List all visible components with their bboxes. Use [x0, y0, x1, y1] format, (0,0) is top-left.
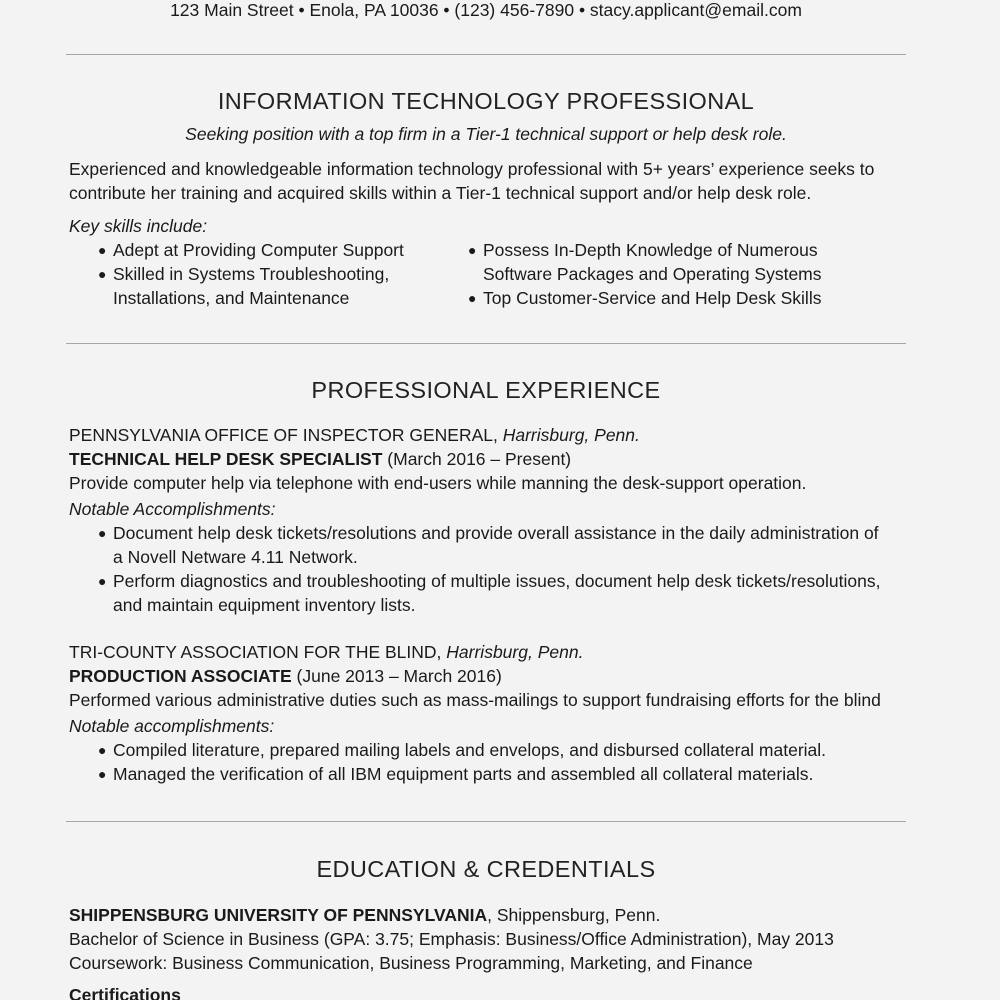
bullet-icon: ●	[98, 742, 107, 758]
divider-2	[66, 343, 906, 344]
job-1-employer-line	[69, 423, 640, 447]
job-1-bullet: Document help desk tickets/resolutions and provide overall assistance in the daily administration of	[113, 523, 879, 543]
school-name: SHIPPENSBURG UNIVERSITY OF PENNSYLVANIA	[69, 905, 488, 925]
bullet-icon: ●	[98, 242, 107, 258]
job-1-title: TECHNICAL HELP DESK SPECIALIST	[69, 449, 383, 469]
job-1-bullet-continued: a Novell Netware 4.11 Network.	[113, 547, 358, 567]
school-line	[69, 903, 660, 927]
skill-item: Possess In-Depth Knowledge of Numerous	[483, 240, 818, 260]
job-1-accomplishments-label: Notable Accomplishments:	[69, 499, 276, 519]
job-2-title: PRODUCTION ASSOCIATE	[69, 666, 292, 686]
summary-tagline: Seeking position with a top firm in a Tier-1 technical support or help desk role.	[185, 124, 787, 144]
job-2-title-line	[69, 664, 502, 688]
experience-heading: PROFESSIONAL EXPERIENCE	[311, 377, 661, 403]
job-1-title-line	[69, 447, 571, 471]
job-2-dates: (June 2013 – March 2016)	[296, 666, 502, 686]
divider-1	[66, 54, 906, 55]
school-location: , Shippensburg, Penn.	[487, 905, 661, 925]
contact-line: 123 Main Street • Enola, PA 10036 • (123) 456-7890 • stacy.applicant@email.com	[170, 0, 802, 20]
job-2-description: Performed various administrative duties such as mass-mailings to support fundraising efforts for the blind	[69, 690, 881, 710]
skills-label: Key skills include:	[69, 216, 208, 236]
job-2-accomplishments-label: Notable accomplishments:	[69, 716, 275, 736]
job-1-bullet-continued: and maintain equipment inventory lists.	[113, 595, 416, 615]
job-1-location: Harrisburg, Penn.	[502, 425, 640, 445]
skill-item: Skilled in Systems Troubleshooting,	[113, 264, 390, 284]
divider-3	[66, 821, 906, 822]
job-2-bullet: Managed the verification of all IBM equipment parts and assembled all collateral materials.	[113, 764, 814, 784]
summary-heading: INFORMATION TECHNOLOGY PROFESSIONAL	[217, 88, 755, 114]
job-1-employer: PENNSYLVANIA OFFICE OF INSPECTOR GENERAL,	[69, 425, 498, 445]
skill-item-continued: Installations, and Maintenance	[113, 288, 350, 308]
bullet-icon: ●	[98, 266, 107, 282]
degree-line: Bachelor of Science in Business (GPA: 3.75; Emphasis: Business/Office Administration), May 2013	[69, 929, 834, 949]
job-2-bullet: Compiled literature, prepared mailing labels and envelops, and disbursed collateral material.	[113, 740, 827, 760]
bullet-icon: ●	[98, 573, 107, 589]
job-1-bullet: Perform diagnostics and troubleshooting of multiple issues, document help desk tickets/resolutions,	[113, 571, 881, 591]
bullet-icon: ●	[98, 525, 107, 541]
bullet-icon: ●	[468, 290, 477, 306]
skill-item: Adept at Providing Computer Support	[113, 240, 404, 260]
summary-paragraph-line-2: contribute her training and acquired skills within a Tier-1 technical support and/or help desk role.	[69, 183, 812, 203]
job-2-location: Harrisburg, Penn.	[446, 642, 584, 662]
skill-item-continued: Software Packages and Operating Systems	[483, 264, 822, 284]
job-2-employer-line	[69, 640, 583, 664]
job-2-employer: TRI-COUNTY ASSOCIATION FOR THE BLIND,	[69, 642, 442, 662]
coursework-line: Coursework: Business Communication, Business Programming, Marketing, and Finance	[69, 953, 753, 973]
job-1-description: Provide computer help via telephone with end-users while manning the desk-support operation.	[69, 473, 807, 493]
bullet-icon: ●	[98, 766, 107, 782]
education-heading: EDUCATION & CREDENTIALS	[316, 856, 656, 882]
bullet-icon: ●	[468, 242, 477, 258]
job-1-dates: (March 2016 – Present)	[387, 449, 572, 469]
certifications-label: Certifications	[69, 985, 181, 1000]
summary-paragraph-line-1: Experienced and knowledgeable information technology professional with 5+ years’ experience seeks to	[69, 159, 875, 179]
skill-item: Top Customer-Service and Help Desk Skills	[483, 288, 822, 308]
